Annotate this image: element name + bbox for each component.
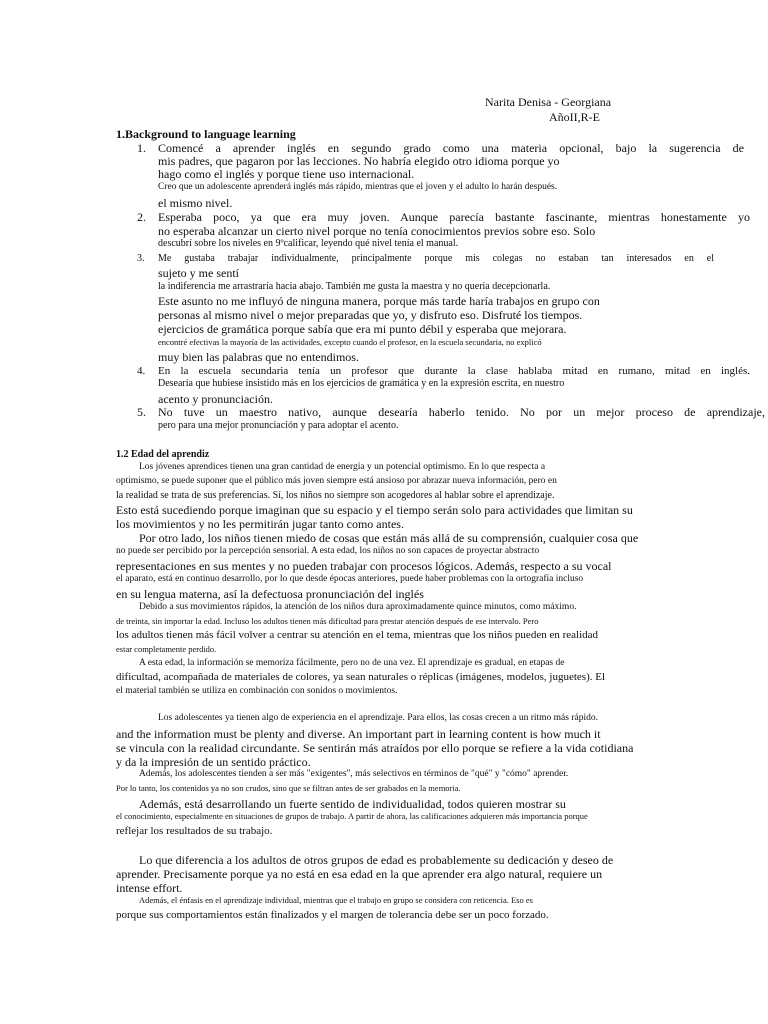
list-item-line: En la escuela secundaria tenía un profesor que durante la clase hablaba mitad en rumano, mitad en inglés. bbox=[158, 365, 750, 377]
paragraph-line: Además, el énfasis en el aprendizaje individual, mientras que el trabajo en grupo se considera con reticencia. Eso es bbox=[139, 895, 533, 905]
paragraph-line: Por otro lado, los niños tienen miedo de cosas que están más allá de su comprensión, cualquier cosa que bbox=[139, 531, 639, 545]
list-item-line: ejercicios de gramática porque sabía que era mi punto débil y esperaba que mejorara. bbox=[158, 322, 567, 336]
year-label: AñoII,R-E bbox=[549, 110, 600, 124]
paragraph-line: optimismo, se puede suponer que el público más joven siempre está ansioso por abrazar nueva información, pero en bbox=[116, 476, 557, 486]
paragraph-line: Lo que diferencia a los adultos de otros grupos de edad es probablemente su dedicación y deseo de bbox=[139, 853, 614, 867]
paragraph-line: aprender. Precisamente porque ya no está en esa edad en la que aprender era algo natural, requiere un bbox=[116, 867, 603, 881]
list-item-number: 1. bbox=[137, 141, 146, 155]
paragraph-line: estar completamente perdido. bbox=[116, 644, 217, 654]
list-item-number: 3. bbox=[137, 253, 145, 264]
list-item-line: Esperaba poco, ya que era muy joven. Aunque parecía bastante fascinante, mientras honestamente yo bbox=[158, 210, 750, 224]
paragraph-line: representaciones en sus mentes y no pueden trabajar con procesos lógicos. Además, respecto a su vocal bbox=[116, 559, 612, 573]
section-title-learner-age: 1.2 Edad del aprendiz bbox=[116, 449, 210, 460]
paragraph-line: los adultos tienen más fácil volver a centrar su atención en el tema, mientras que los niños pueden en realidad bbox=[116, 629, 599, 641]
paragraph-line: la realidad se trata de sus preferencias. Sí, los niños no siempre son acogedores al hablar sobre el aprendizaje. bbox=[116, 490, 555, 501]
paragraph-line: Por lo tanto, los contenidos ya no son crudos, sino que se filtran antes de ser grabados en la memoria. bbox=[116, 783, 461, 793]
list-item-line: pero para una mejor pronunciación y para adoptar el acento. bbox=[158, 420, 399, 431]
paragraph-line: Además, los adolescentes tienden a ser más "exigentes", más selectivos en términos de "qué" y "cómo" aprender. bbox=[139, 769, 569, 779]
list-item-line: Comencé a aprender inglés en segundo grado como una materia opcional, bajo la sugerencia de bbox=[158, 141, 744, 155]
paragraph-line: no puede ser percibido por la percepción sensorial. A esta edad, los niños no son capaces de proyectar abstracto bbox=[116, 546, 540, 556]
paragraph-line: se vincula con la realidad circundante. Se sentirán más atraídos por ello porque se refiere a la vida cotidiana bbox=[116, 741, 634, 755]
list-item-line: hago como el inglés y porque tiene uso internacional. bbox=[158, 167, 415, 181]
list-item-line: la indiferencia me arrastraría hacia abajo. También me gusta la maestra y no quería decepcionarla. bbox=[158, 281, 551, 292]
paragraph-line: porque sus comportamientos están finalizados y el margen de tolerancia debe ser un poco forzado. bbox=[116, 909, 549, 921]
list-item-line: No tuve un maestro nativo, aunque desearía haberlo tenido. No por un mejor proceso de aprendizaje, bbox=[158, 405, 765, 419]
paragraph-line: Los jóvenes aprendices tienen una gran cantidad de energía y un potencial optimismo. En lo que respecta a bbox=[139, 462, 546, 472]
paragraph-line: y da la impresión de un sentido práctico. bbox=[116, 755, 311, 769]
paragraph-line: el aparato, está en continuo desarrollo, por lo que desde épocas anteriores, puede haber problemas con la ortografía incluso bbox=[116, 574, 584, 584]
list-item-number: 2. bbox=[137, 210, 146, 224]
paragraph-line: el conocimiento, especialmente en situaciones de grupos de trabajo. A partir de ahora, las calificaciones adquieren más importancia porque bbox=[116, 811, 588, 821]
paragraph-line: Esto está sucediendo porque imaginan que su espacio y el tiempo serán solo para actividades que limitan su bbox=[116, 503, 633, 517]
paragraph-line: en su lengua materna, así la defectuosa pronunciación del inglés bbox=[116, 587, 424, 601]
list-item-line: Creo que un adolescente aprenderá inglés más rápido, mientras que el joven y el adulto lo harán después. bbox=[158, 182, 558, 192]
list-item-line: el mismo nivel. bbox=[158, 196, 233, 210]
section-title-background: 1.Background to language learning bbox=[116, 127, 296, 141]
paragraph-line: reflejar los resultados de su trabajo. bbox=[116, 825, 273, 837]
list-item-line: descubrí sobre los niveles en 9ºcalificar, leyendo qué nivel tenía el manual. bbox=[158, 238, 459, 249]
paragraph-line: intense effort. bbox=[116, 881, 183, 895]
list-item-line: sujeto y me sentí bbox=[158, 266, 239, 280]
list-item-line: encontré efectivas la mayoría de las actividades, excepto cuando el profesor, en la escuela secundaria, no explicó bbox=[158, 337, 542, 347]
list-item-line: personas al mismo nivel o mejor preparadas que yo, y disfruto eso. Disfruté los tiempos. bbox=[158, 308, 583, 322]
list-item-number: 5. bbox=[137, 405, 146, 419]
list-item-line: muy bien las palabras que no entendimos. bbox=[158, 350, 359, 364]
paragraph-line: los movimientos y no les permitirán jugar tanto como antes. bbox=[116, 517, 404, 531]
paragraph-line: de treinta, sin importar la edad. Incluso los adultos tienen más dificultad para prestar atención después de ese intervalo. Pero bbox=[116, 616, 539, 626]
list-item-number: 4. bbox=[137, 365, 146, 377]
list-item-line: no esperaba alcanzar un cierto nivel porque no tenía conocimientos previos sobre eso. Solo bbox=[158, 224, 596, 238]
paragraph-line: A esta edad, la información se memoriza fácilmente, pero no de una vez. El aprendizaje es gradual, en etapas de bbox=[139, 658, 565, 668]
paragraph-line: dificultad, acompañada de materiales de colores, ya sean naturales o réplicas (imágenes, modelos, juguetes). El bbox=[116, 671, 606, 683]
list-item-line: mis padres, que pagaron por las lecciones. No habría elegido otro idioma porque yo bbox=[158, 154, 560, 168]
paragraph-line: Debido a sus movimientos rápidos, la atención de los niños dura aproximadamente quince minutos, como máximo. bbox=[139, 602, 577, 612]
paragraph-line: Los adolescentes ya tienen algo de experiencia en el aprendizaje. Para ellos, las cosas crecen a un ritmo más rápido. bbox=[158, 713, 598, 723]
paragraph-line: and the information must be plenty and diverse. An important part in learning content is how much it bbox=[116, 727, 601, 741]
list-item-line: Me gustaba trabajar individualmente, principalmente porque mis colegas no estaban tan interesados en el bbox=[158, 253, 714, 264]
paragraph-line: el material también se utiliza en combinación con sonidos o movimientos. bbox=[116, 686, 398, 696]
list-item-line: acento y pronunciación. bbox=[158, 392, 273, 406]
list-item-line: Este asunto no me influyó de ninguna manera, porque más tarde haría trabajos en grupo con bbox=[158, 294, 600, 308]
paragraph-line: Además, está desarrollando un fuerte sentido de individualidad, todos quieren mostrar su bbox=[139, 797, 566, 811]
list-item-line: Desearía que hubiese insistido más en los ejercicios de gramática y en la expresión escrita, en nuestro bbox=[158, 378, 565, 389]
author-name: Narita Denisa - Georgiana bbox=[485, 95, 612, 109]
